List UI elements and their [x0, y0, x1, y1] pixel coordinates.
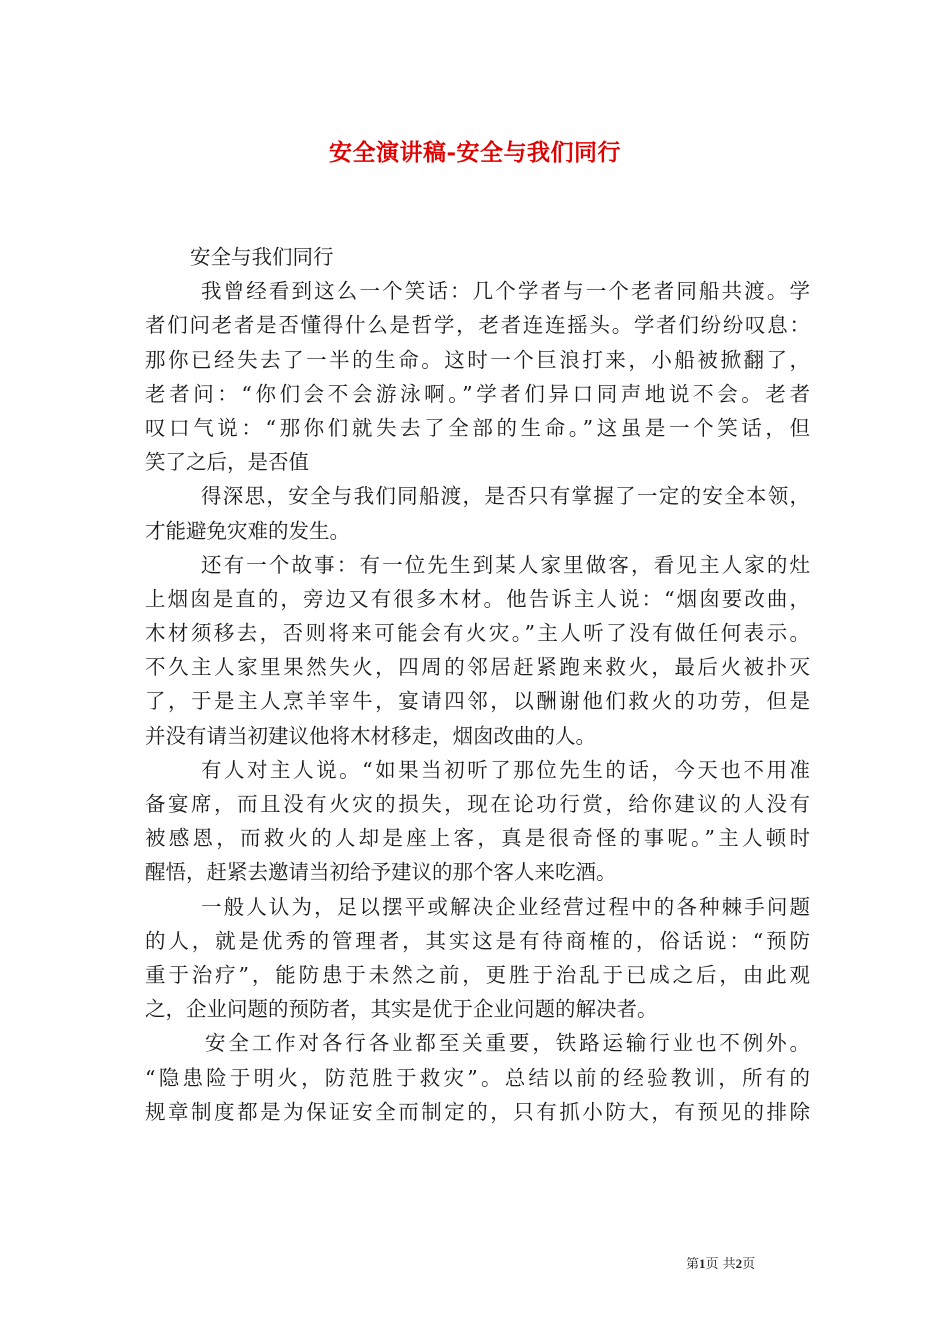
text-line-content: 有人对主人说。“如果当初听了那位先生的话，今天也不用准	[201, 757, 810, 782]
text-line	[145, 548, 810, 582]
text-line-content: 一般人认为，足以摆平或解决企业经营过程中的各种棘手问题	[201, 894, 810, 919]
text-line-content: 不久主人家里果然失火，四周的邻居赶紧跑来救火，最后火被扑灭	[145, 655, 810, 680]
text-line	[145, 308, 810, 342]
text-line	[145, 274, 810, 308]
text-line-content: 规章制度都是为保证安全而制定的，只有抓小防大，有预见的排除	[145, 1099, 810, 1124]
footer-total-pages: 2	[735, 1256, 743, 1271]
text-line-content: 叹口气说：“那你们就失去了全部的生命。”这虽是一个笑话，但	[145, 415, 810, 440]
text-line	[145, 924, 810, 958]
footer-middle: 页 共	[705, 1257, 736, 1272]
text-line	[145, 855, 810, 889]
footer-prefix: 第	[686, 1257, 700, 1272]
text-line	[145, 753, 810, 787]
text-line	[145, 650, 810, 684]
text-line-content: 之，企业问题的预防者，其实是优于企业问题的解决者。	[145, 997, 658, 1022]
text-line-content: 老者问：“你们会不会游泳啊。”学者们异口同声地说不会。老者	[145, 381, 810, 406]
text-line-content: 醒悟，赶紧去邀请当初给予建议的那个客人来吃酒。	[145, 860, 617, 885]
text-line-content: 的人，就是优秀的管理者，其实这是有待商榷的，俗话说：“预防	[145, 928, 810, 953]
text-line	[145, 719, 810, 753]
page-footer	[686, 1253, 755, 1272]
text-line-content: 得深思，安全与我们同船渡，是否只有掌握了一定的安全本领，	[201, 484, 810, 509]
text-line	[145, 1026, 810, 1060]
text-line-content: 笑了之后，是否值	[145, 450, 309, 475]
text-line	[145, 890, 810, 924]
text-line-content: 木材须移去，否则将来可能会有火灾。”主人听了没有做任何表示。	[145, 621, 810, 646]
text-line-content: 才能避免灾难的发生。	[145, 518, 350, 543]
text-line-content: 还有一个故事：有一位先生到某人家里做客，看见主人家的灶	[201, 552, 810, 577]
text-line	[145, 1061, 810, 1095]
text-line	[145, 616, 810, 650]
text-line-content: 重于治疗”，能防患于未然之前，更胜于治乱于已成之后，由此观	[145, 962, 810, 987]
text-line-content: 备宴席，而且没有火灾的损失，现在论功行赏，给你建议的人没有	[145, 792, 810, 816]
text-line	[145, 582, 810, 616]
text-line	[145, 821, 810, 855]
text-line	[145, 479, 810, 513]
text-line	[145, 377, 810, 411]
page-title: 安全演讲稿-安全与我们同行	[328, 139, 622, 166]
footer-page-number: 1	[699, 1256, 706, 1271]
text-line	[145, 992, 810, 1026]
subtitle-line	[145, 240, 810, 274]
text-line-content: “隐患险于明火，防范胜于救灾”。总结以前的经验教训，所有的	[145, 1065, 810, 1090]
text-line-content: 者们问老者是否懂得什么是哲学，老者连连摇头。学者们纷纷叹息：	[145, 313, 810, 338]
text-line	[145, 787, 810, 821]
text-line-content: 那你已经失去了一半的生命。这时一个巨浪打来，小船被掀翻了，	[145, 347, 810, 372]
text-line	[145, 411, 810, 445]
text-line	[145, 1095, 810, 1129]
text-line	[145, 514, 810, 548]
text-line	[145, 684, 810, 718]
text-line-content: 上烟囱是直的，旁边又有很多木材。他告诉主人说：“烟囱要改曲，	[145, 586, 810, 611]
text-line	[145, 445, 810, 479]
text-line-content: 并没有请当初建议他将木材移走，烟囱改曲的人。	[145, 723, 596, 748]
text-line	[145, 958, 810, 992]
text-line-content: 被感恩，而救火的人却是座上客，真是很奇怪的事呢。”主人顿时	[145, 826, 810, 851]
text-line-content: 了，于是主人烹羊宰牛，宴请四邻，以酬谢他们救火的功劳，但是	[145, 689, 810, 714]
text-line	[145, 343, 810, 377]
text-line-content: 安全与我们同行	[190, 245, 334, 269]
footer-suffix: 页	[742, 1257, 756, 1272]
document-body	[145, 240, 810, 1129]
text-line-content: 安全工作对各行各业都至关重要，铁路运输行业也不例外。	[205, 1031, 810, 1056]
text-line-content: 我曾经看到这么一个笑话：几个学者与一个老者同船共渡。学	[201, 279, 810, 304]
